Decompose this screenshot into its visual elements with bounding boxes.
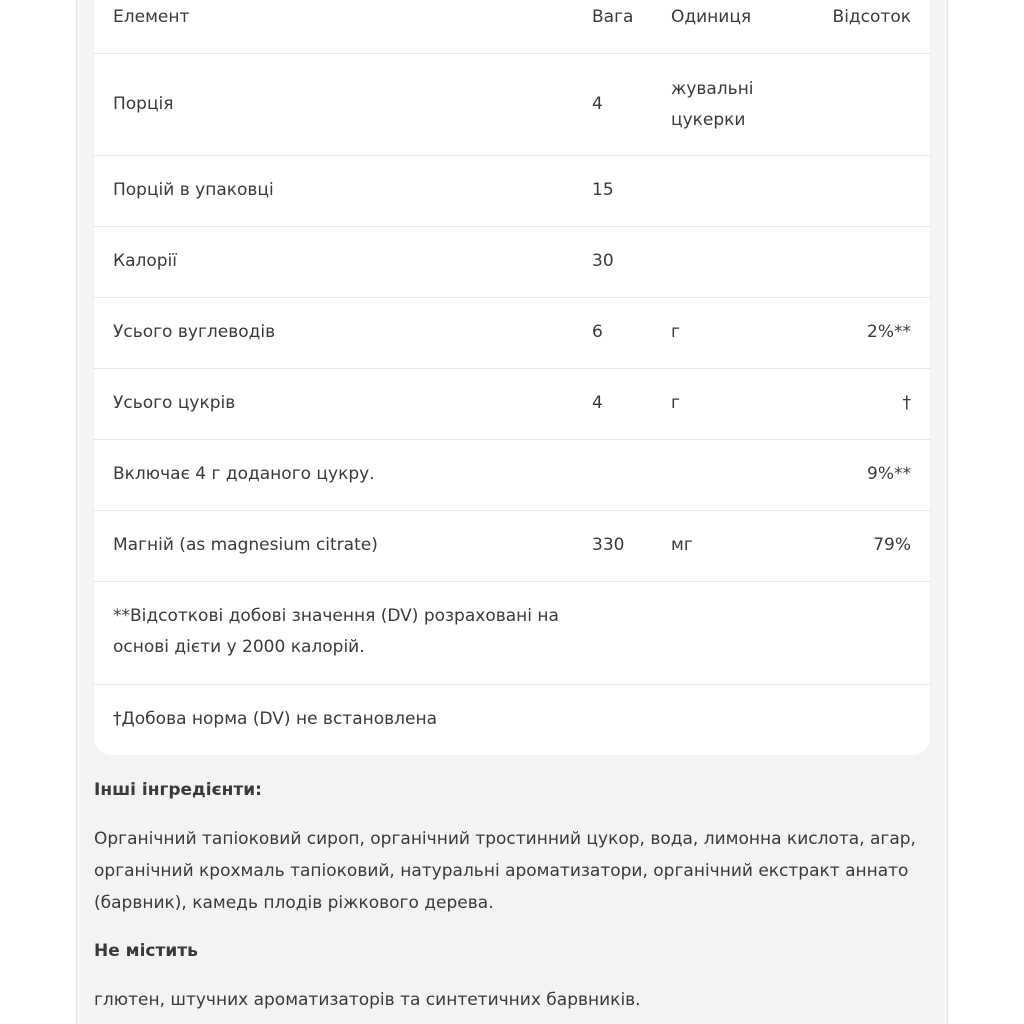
table-row — [94, 227, 930, 298]
row-item: Включає 4 г доданого цукру. — [113, 464, 375, 484]
row-unit: мг — [671, 535, 693, 555]
footnote-dv-not-established: †Добова норма (DV) не встановлена — [113, 709, 438, 729]
table-row — [94, 156, 930, 227]
table-row — [94, 369, 930, 440]
row-percent: 79% — [873, 535, 911, 555]
row-percent: 9%** — [867, 464, 911, 484]
row-item: Порцій в упаковці — [113, 180, 274, 200]
row-weight: 6 — [592, 322, 603, 342]
table-footnote-row — [94, 685, 930, 755]
header-item: Елемент — [113, 7, 190, 27]
page-content — [76, 0, 948, 1024]
row-item: Усього вуглеводів — [113, 322, 276, 342]
other-ingredients-heading: Інші інгредієнти: — [94, 780, 262, 800]
row-item: Порція — [113, 94, 174, 114]
nutrition-facts-table — [94, 0, 930, 755]
row-weight: 15 — [592, 180, 614, 200]
table-row — [94, 298, 930, 369]
does-not-contain-heading: Не містить — [94, 941, 198, 961]
row-weight: 30 — [592, 251, 614, 271]
header-unit: Одиниця — [671, 7, 752, 27]
row-weight: 4 — [592, 393, 603, 413]
footnote-dv: **Відсоткові добові значення (DV) розраховані на основі дієти у 2000 калорій. — [113, 606, 559, 657]
table-footnote-row — [94, 582, 930, 685]
header-percent: Відсоток — [832, 7, 911, 27]
does-not-contain-text: глютен, штучних ароматизаторів та синтетичних барвників. — [94, 990, 641, 1010]
row-weight: 4 — [592, 94, 603, 114]
row-item: Калорії — [113, 251, 177, 271]
table-row — [94, 511, 930, 582]
row-item: Магній (as magnesium citrate) — [113, 535, 378, 555]
row-percent: † — [902, 393, 911, 413]
row-unit: жувальні цукерки — [671, 79, 754, 130]
table-header-row — [94, 0, 930, 54]
row-percent: 2%** — [867, 322, 911, 342]
other-ingredients-text: Органічний тапіоковий сироп, органічний тростинний цукор, вода, лимонна кислота, агар, органічний крохмаль тапіоковий, натуральні ароматизатори, органічний екстракт аннато (барвник), камедь плодів ріжкового дерева. — [94, 829, 916, 913]
header-weight: Вага — [592, 7, 634, 27]
row-item: Усього цукрів — [113, 393, 236, 413]
row-unit: г — [671, 393, 680, 413]
table-row — [94, 440, 930, 511]
row-weight: 330 — [592, 535, 625, 555]
row-unit: г — [671, 322, 680, 342]
table-row — [94, 54, 930, 156]
